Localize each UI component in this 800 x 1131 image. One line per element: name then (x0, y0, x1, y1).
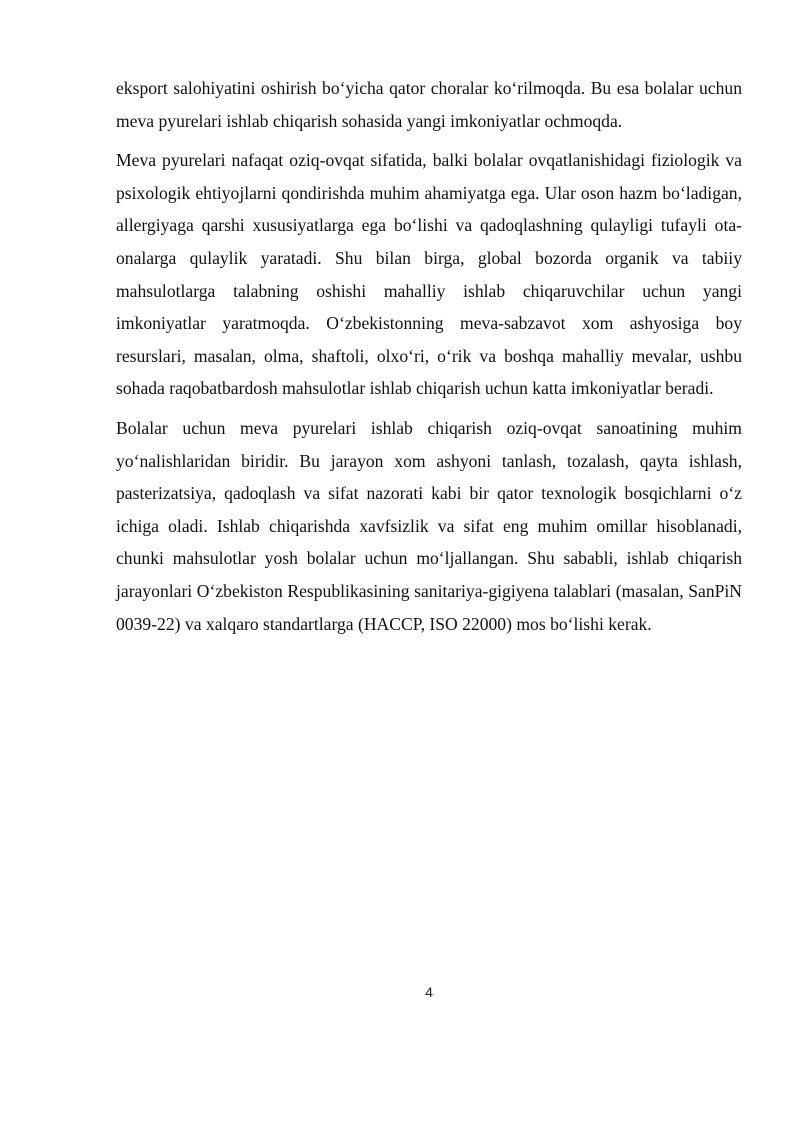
paragraph-2: Meva pyurelari nafaqat oziq-ovqat sifatida, balki bolalar ovqatlanishidagi fiziologik va psixologik ehtiyojlarni qondirishda muhim ahamiyatga ega. Ular oson hazm bo‘ladigan, allergiyaga qarshi xususiyatlarga ega bo‘lishi va qadoqlashning qulayligi tufayli ota-onalarga qulaylik yaratadi. Shu bilan birga, global bozorda organik va tabiiy mahsulotlarga talabning oshishi mahalliy ishlab chiqaruvchilar uchun yangi imkoniyatlar yaratmoqda. O‘zbekistonning meva-sabzavot xom ashyosiga boy resurslari, masalan, olma, shaftoli, olxo‘ri, o‘rik va boshqa mahalliy mevalar, ushbu sohada raqobatbardosh mahsulotlar ishlab chiqarish uchun katta imkoniyatlar beradi. (116, 150, 742, 399)
page-number: 4 (425, 984, 433, 1000)
paragraph-1: eksport salohiyatini oshirish bo‘yicha qator choralar ko‘rilmoqda. Bu esa bolalar uchun meva pyurelari ishlab chiqarish sohasida yangi imkoniyatlar ochmoqda. (116, 78, 742, 131)
paragraph-3: Bolalar uchun meva pyurelari ishlab chiqarish oziq-ovqat sanoatining muhim yo‘nalishlaridan biridir. Bu jarayon xom ashyoni tanlash, tozalash, qayta ishlash, pasterizatsiya, qadoqlash va sifat nazorati kabi bir qator texnologik bosqichlarni o‘z ichiga oladi. Ishlab chiqarishda xavfsizlik va sifat eng muhim omillar hisoblanadi, chunki mahsulotlar yosh bolalar uchun mo‘ljallangan. Shu sababli, ishlab chiqarish jarayonlari O‘zbekiston Respublikasining sanitariya-gigiyena talablari (masalan, SanPiN 0039-22) va xalqaro standartlarga (HACCP, ISO 22000) mos bo‘lishi kerak. (116, 417, 742, 634)
body-text (116, 72, 742, 647)
